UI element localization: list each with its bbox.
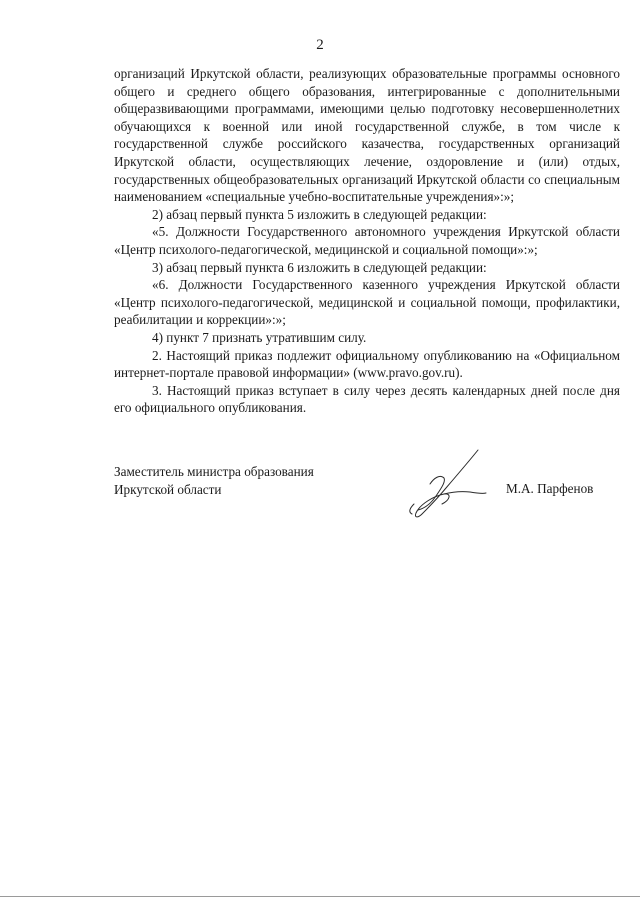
signer-title [114,463,314,498]
paragraph-quote-6: «6. Должности Государственного казенного учреждения Иркутской области «Центр психолого-педагогической, медицинской и социальной помощи, профилактики, реабилитации и коррекции»:»; [114,277,620,328]
paragraph-quote-5: «5. Должности Государственного автономного учреждения Иркутской области «Центр психолого-педагогической, медицинской и социальной помощи»:»; [114,224,620,257]
paragraph-amendment-2: 2) абзац первый пункта 5 изложить в следующей редакции: [152,206,487,222]
signature-block [114,463,620,533]
document-body [114,65,620,417]
paragraph-effective-date: 3. Настоящий приказ вступает в силу через десять календарных дней после дня его официального опубликования. [114,382,620,416]
paragraph-amendment-4: 4) пункт 7 признать утратившим силу. [152,329,367,345]
signer-name: М.А. Парфенов [506,481,594,496]
paragraph-publication: 2. Настоящий приказ подлежит официальному опубликованию на «Официальном интернет-портале правовой информации» (www.pravo.gov.ru). [114,347,620,381]
page-number: 2 [316,37,324,53]
signer-title-line-1: Заместитель министра образования [114,464,314,479]
signer-title-line-2: Иркутской области [114,481,222,497]
bottom-divider [0,896,640,897]
paragraph-continuation: организаций Иркутской области, реализующих образовательные программы основного общего и среднего общего образования, интегрированные с дополнительными общеразвивающими программами, имеющими целью подготовку несовершеннолетних обучающихся к военной или иной государственной службе, в том числе к государственной службе российского казачества, государственных организаций Иркутской области, осуществляющих лечение, оздоровление и (или) отдых, государственных общеобразовательных организаций Иркутской области со специальным наименованием «специальные учебно-воспитательные учреждения»:»; [114,66,620,205]
paragraph-amendment-3: 3) абзац первый пункта 6 изложить в следующей редакции: [152,259,487,275]
handwritten-signature-icon [400,444,490,524]
